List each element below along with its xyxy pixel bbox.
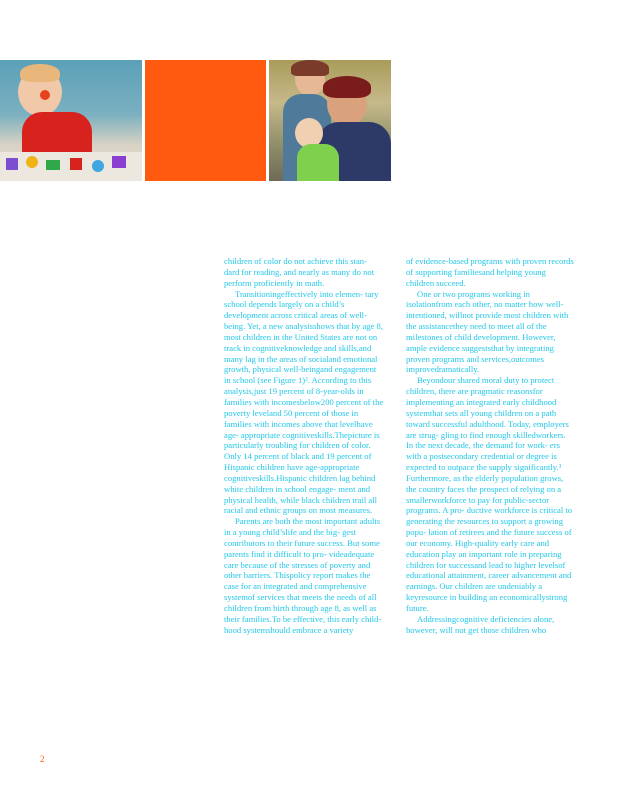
page-number: 2: [40, 754, 45, 764]
paragraph: Transitioningeffectively into elemen- tary school depends largely on a child’s development across critical areas of well- being. Yet, a new analysisshows that by age 8, most children in the United States are not on track in cognitiveknowledge and skills,and many lag in the areas of socialand emotional growth, physical well-beingand engagement in school (see Figure 1)². According to this analysis,just 19 percent of 8-year-olds in families with incomesbelow200 percent of the poverty leveland 50 percent of those in families with incomes above that levelhave age- appropriate cognitiveskills.Thepicture is particularly troubling for children of color. Only 14 percent of black and 19 percent of Hispanic children have age-appropriate cognitiveskills.Hispanic children lag behind white children in school engage- ment and physical health, while black children trail all racial and ethnic groups on most measures.: [224, 288, 384, 516]
orange-color-block: [145, 60, 266, 181]
paragraph: of evidence-based programs with proven records of supporting familiesand helping young children succeed.: [406, 256, 574, 288]
paragraph: Beyondour shared moral duty to protect children, there are pragmatic reasonsfor implementing an integrated early childhood systemthat sets all young children on a path toward successful adulthood. Today, employers are strug- gling to find enough skilledworkers. In the next decade, the demand for work- ers with a postsecondary credential or degree is expected to outpace the supply significantly.³ Furthermore, as the elderly population grows, the country faces the prospect of relying on a smallerworkforce to pay for public-sector programs. A pro- ductive workforce is critical to generating the resources to support a growing popu- lation of retirees and the future success of our economy. High-quality early care and education play an important role in preparing children for successand lead to higher levelsof educational attainment, career advancement and earnings. Our children are undeniably a keyresource in building an economicallystrong future.: [406, 375, 573, 613]
paragraph: One or two programs working in isolationfrom each other, no matter how well-intentioned, willnot provide most children with the assistancethey need to meet all of the milestones of child development. However, ample evidence suggeststhat by integrating proven programs and services,outcomes improvedramatically.: [406, 288, 569, 375]
paragraph: children of color do not achieve this stan- dard for reading, and nearly as many do not perform proficiently in math.: [224, 256, 375, 288]
body-text-left-column: [224, 256, 384, 636]
toddler-playing-photo: [0, 60, 142, 181]
caregiver-hugging-child-photo: [269, 60, 391, 181]
paragraph: Addressingcognitive deficiencies alone, however, will not get those children who: [406, 613, 555, 635]
body-text-right-column: [406, 256, 574, 636]
paragraph: Parents are both the most important adults in a young child’slife and the big- gest contributors to their future success. But some parents find it difficult to pro- videadequate care because of the stresses of poverty and other barriers. Thispolicy report makes the case for an integrated and comprehensive systemof services that meets the needs of all children from birth through age 8, as well as their families.To be effective, this early child- hood systemshould embrace a variety: [224, 516, 382, 635]
